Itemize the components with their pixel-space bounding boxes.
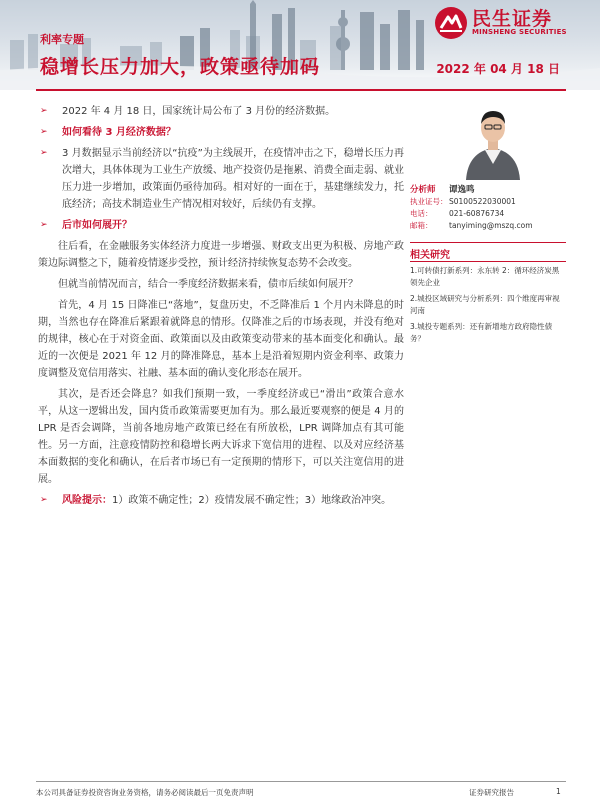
paragraph	[38, 145, 404, 213]
related-research-link[interactable]: 1.可转债打新系列：永东转 2：循环经济炭黑领先企业	[410, 266, 560, 287]
paragraph: 首先，4 月 15 日降准已“落地”，复盘历史，不乏降准后 1 个月内未降息的时期，当然也存在降准后紧跟着就降息的情形。仅降准之后的市场表现，并没有绝对的规律，核心在于对资金面、政策面以及由政策变动带来的基本面变化和确认。最近的一次便是 2021 年 12 月的降准降息，基本上是沿着短期内资金利率、政策力度调整及宽信用落实、社融、基本面的确认变化形态在展开。	[38, 300, 404, 379]
paragraph: 其次，是否还会降息？如我们预期一致，一季度经济或已“滑出”政策合意水平，从这一逻辑出发，国内货币政策需要更加有为。那么最近要观察的便是 4 月的 LPR 是否会调降，当前各地房地产政策已经在有所放松，LPR 调降加点有其可能性。另一方面，注意疫情防控和稳增长两大诉求下宽信用的进程、以及对应经济基本面数据的变化和确认，在后者市场已有一定预期的情形下，可以关注宽信用的进展。	[38, 389, 404, 485]
minsheng-logo-icon	[434, 6, 468, 40]
summary-item	[38, 103, 404, 120]
report-body	[38, 103, 404, 513]
related-research-link[interactable]: 2.城投区域研究与分析系列：四个维度再审视河南	[410, 294, 560, 315]
email-row	[410, 220, 566, 232]
sidebar-divider	[410, 261, 566, 262]
paragraph: 但就当前情况而言，结合一季度经济数据来看，债市后续如何展开？	[58, 279, 358, 290]
footer-divider	[36, 781, 566, 782]
phone-value: 021-60876734	[449, 209, 505, 218]
section-heading-text: 如何看待 3 月经济数据？	[62, 127, 176, 138]
analyst-photo	[458, 94, 528, 180]
paragraph-text: 3 月数据显示当前经济以“抗疫”为主线展开，在疫情冲击之下，稳增长压力再次增大，具体体现为工业生产放缓、地产投资仍是拖累、消费全面走弱、就业压力进一步增加，政策面仍亟待加码。相对好的一面在于，基建继续发力，托底经济；高技术制造业生产情况相对较好，后续仍有支撑。	[62, 148, 404, 210]
bullet-arrow-icon: ➢	[40, 495, 48, 505]
phone-row	[410, 208, 566, 220]
summary-text: 2022 年 4 月 18 日，国家统计局公布了 3 月份的经济数据。	[62, 106, 336, 117]
related-research-list	[410, 265, 566, 349]
phone-label: 电话：	[410, 209, 433, 218]
related-research-title: 相关研究	[410, 250, 450, 261]
cert-label: 执业证号：	[410, 197, 448, 206]
header-divider	[36, 89, 566, 91]
footer-disclaimer: 本公司具备证券投资咨询业务资格，请务必阅读最后一页免责声明	[36, 788, 254, 797]
sidebar-divider	[410, 242, 566, 243]
section-heading	[38, 124, 404, 141]
bullet-arrow-icon: ➢	[40, 220, 48, 230]
paragraph: 往后看，在金融服务实体经济力度进一步增强、财政支出更为积极、房地产政策边际调整之下，随着疫情逐步受控，预计经济持续恢复态势不会改变。	[38, 241, 404, 269]
email-value[interactable]: tanyiming@mszq.com	[449, 221, 533, 230]
analyst-info	[410, 184, 566, 232]
header-banner	[0, 0, 600, 90]
cert-value: S0100522030001	[449, 197, 516, 206]
report-title: 稳增长压力加大，政策亟待加码	[40, 56, 321, 78]
section-heading-text: 后市如何展开？	[62, 220, 132, 231]
section-heading	[38, 217, 404, 234]
cert-row	[410, 196, 566, 208]
bullet-arrow-icon: ➢	[40, 106, 48, 116]
risk-label: 风险提示：	[62, 495, 112, 506]
report-category-tag: 利率专题	[40, 33, 84, 46]
analyst-name: 谭逸鸣	[449, 185, 475, 195]
analyst-row	[410, 184, 566, 196]
analyst-role: 分析师	[410, 185, 436, 195]
risk-warning	[38, 492, 404, 509]
email-label: 邮箱：	[410, 221, 433, 230]
related-research-link[interactable]: 3.城投专题系列：还有新增地方政府隐性债务？	[410, 322, 553, 343]
risk-text: 1）政策不确定性；2）疫情发展不确定性；3）地缘政治冲突。	[112, 495, 392, 506]
report-date: 2022 年 04 月 18 日	[436, 62, 560, 76]
bullet-arrow-icon: ➢	[40, 127, 48, 137]
page-number: 1	[556, 787, 561, 796]
brand-name-cn: 民生证券	[472, 8, 553, 30]
footer-report-type: 证券研究报告	[469, 788, 514, 797]
brand-logo	[434, 4, 584, 44]
bullet-arrow-icon: ➢	[40, 148, 48, 158]
brand-name-en: MINSHENG SECURITIES	[472, 28, 567, 36]
